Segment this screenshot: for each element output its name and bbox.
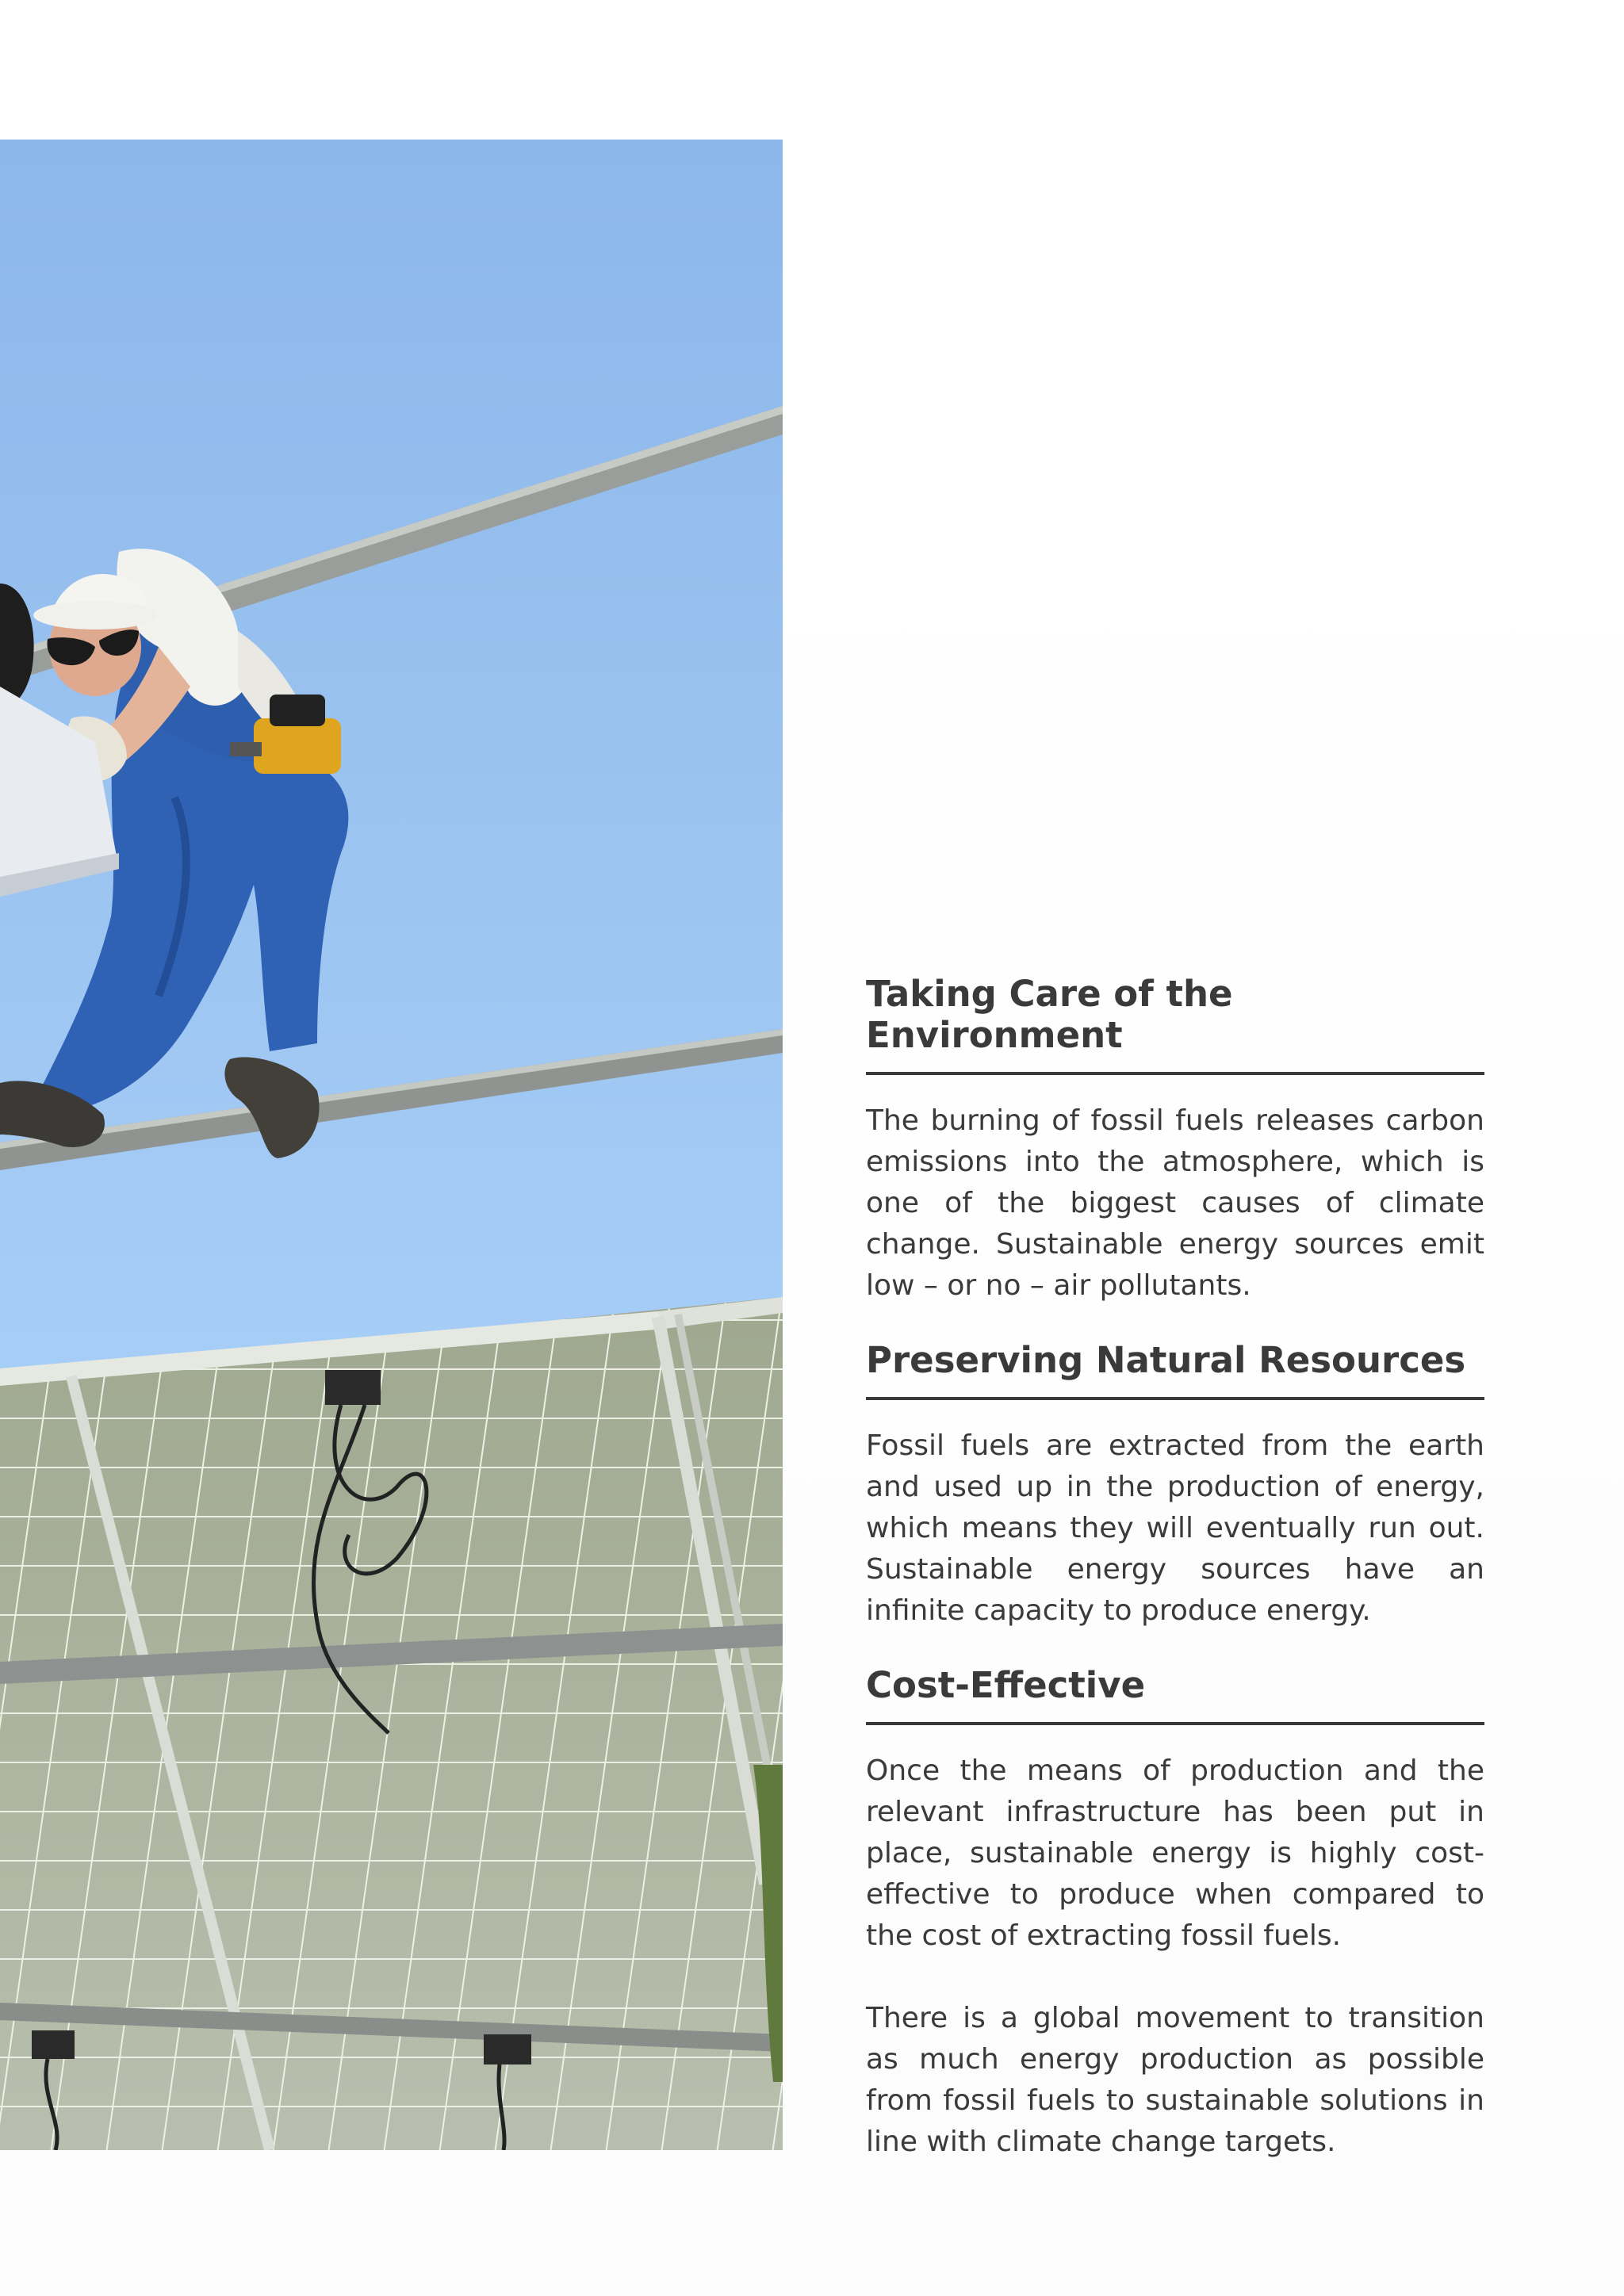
section-heading: Preserving Natural Resources (866, 1339, 1466, 1381)
section-heading: Cost-Effective (866, 1664, 1146, 1706)
section-body: The burning of fossil fuels releases carbon emissions into the atmosphere, which is one of the biggest causes of climate change. Sustainable energy sources emit low – or no – air pollutants. (866, 1104, 1484, 1302)
section-natural-resources (866, 1340, 1484, 1632)
paragraph-gap (866, 1957, 1484, 1998)
section-body-continued: There is a global movement to transition as much energy production as possible from fossil fuels to sustainable solutions in line with climate change targets. (866, 2002, 1484, 2158)
heading-divider (866, 1722, 1484, 1725)
text-column (866, 974, 1484, 2196)
section-body: Fossil fuels are extracted from the earth and used up in the production of energy, which means they will eventually run out. Sustainable energy sources have an infinite capacity to produce energy. (866, 1429, 1484, 1627)
heading-divider (866, 1397, 1484, 1400)
section-environment (866, 974, 1484, 1307)
heading-divider (866, 1072, 1484, 1075)
section-body: Once the means of production and the relevant infrastructure has been put in place, sustainable energy is highly cost-effective to produce when compared to the cost of extracting fossil fuels. (866, 1755, 1484, 1952)
section-cost-effective (866, 1665, 1484, 2163)
solar-installer-photo (0, 140, 783, 2150)
section-heading: Taking Care of the Environment (866, 973, 1233, 1056)
